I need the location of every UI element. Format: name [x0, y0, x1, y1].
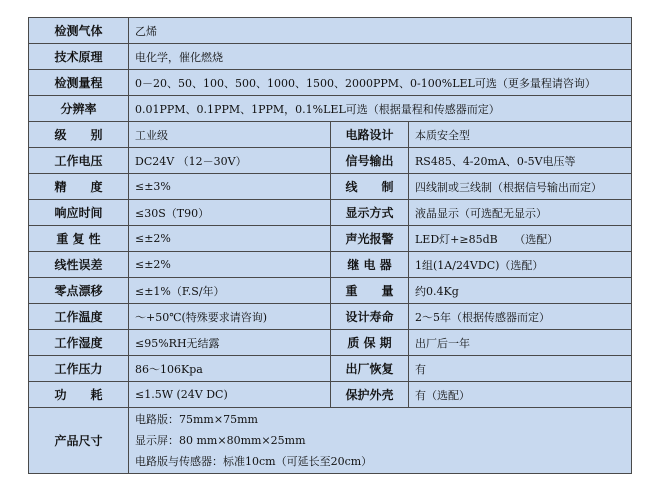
- row-label: 零点漂移: [29, 278, 129, 304]
- row-value: ≤±2%: [129, 226, 331, 252]
- table-row: [29, 408, 632, 474]
- row-value: ≤1.5W (24V DC): [129, 382, 331, 408]
- row-label: 重 量: [331, 278, 409, 304]
- row-value: 有（选配）: [409, 382, 632, 408]
- row-value: 0－20、50、100、500、1000、1500、2000PPM、0-100%LEL可选（更多量程请咨询）: [129, 70, 632, 96]
- row-label: 级 别: [29, 122, 129, 148]
- table-row: [29, 226, 632, 252]
- row-value: 工业级: [129, 122, 331, 148]
- row-value: RS485、4-20mA、0-5V电压等: [409, 148, 632, 174]
- row-label: 信号输出: [331, 148, 409, 174]
- table-row: [29, 148, 632, 174]
- row-value: 出厂后一年: [409, 330, 632, 356]
- table-row: [29, 278, 632, 304]
- row-value: 电化学，催化燃烧: [129, 44, 632, 70]
- row-label: 保护外壳: [331, 382, 409, 408]
- table-row: [29, 200, 632, 226]
- row-value: ≤±2%: [129, 252, 331, 278]
- row-label: 质 保 期: [331, 330, 409, 356]
- row-label: 工作电压: [29, 148, 129, 174]
- table-row: [29, 252, 632, 278]
- row-value: ≤±1%（F.S/年）: [129, 278, 331, 304]
- row-label: 重 复 性: [29, 226, 129, 252]
- row-value: 2～5年（根据传感器而定）: [409, 304, 632, 330]
- row-label: 检测气体: [29, 18, 129, 44]
- row-label: 功 耗: [29, 382, 129, 408]
- table-row: [29, 174, 632, 200]
- table-row: [29, 122, 632, 148]
- size-line: 显示屏：80 mm×80mm×25mm: [135, 434, 306, 447]
- row-value: 0.01PPM、0.1PPM、1PPM，0.1%LEL可选（根据量程和传感器而定）: [129, 96, 632, 122]
- row-value: 86～106Kpa: [129, 356, 331, 382]
- table-row: [29, 304, 632, 330]
- size-line: 电路版：75mm×75mm: [135, 413, 258, 426]
- row-label: 工作压力: [29, 356, 129, 382]
- row-label: 响应时间: [29, 200, 129, 226]
- size-values: [129, 408, 632, 474]
- row-value: 乙烯: [129, 18, 632, 44]
- row-value: 本质安全型: [409, 122, 632, 148]
- row-value: 四线制或三线制（根据信号输出而定）: [409, 174, 632, 200]
- row-label: 精 度: [29, 174, 129, 200]
- size-line: 电路版与传感器：标准10cm（可延长至20cm）: [135, 455, 373, 468]
- row-value: 有: [409, 356, 632, 382]
- table-row: [29, 96, 632, 122]
- table-row: [29, 18, 632, 44]
- spec-table: [28, 17, 632, 474]
- row-value: 1组(1A/24VDC)（选配）: [409, 252, 632, 278]
- row-label: 产品尺寸: [29, 408, 129, 474]
- table-row: [29, 44, 632, 70]
- row-label: 显示方式: [331, 200, 409, 226]
- row-value: ≤30S（T90）: [129, 200, 331, 226]
- table-row: [29, 356, 632, 382]
- row-value: 液晶显示（可选配无显示）: [409, 200, 632, 226]
- row-label: 技术原理: [29, 44, 129, 70]
- row-label: 出厂恢复: [331, 356, 409, 382]
- row-value: ≤±3%: [129, 174, 331, 200]
- row-value: LED灯+≥85dB （选配）: [409, 226, 632, 252]
- row-label: 声光报警: [331, 226, 409, 252]
- row-label: 线性误差: [29, 252, 129, 278]
- row-label: 分辨率: [29, 96, 129, 122]
- row-label: 检测量程: [29, 70, 129, 96]
- row-label: 设计寿命: [331, 304, 409, 330]
- table-row: [29, 382, 632, 408]
- row-value: ～+50℃(特殊要求请咨询): [129, 304, 331, 330]
- row-value: DC24V （12－30V）: [129, 148, 331, 174]
- row-label: 线 制: [331, 174, 409, 200]
- row-label: 工作湿度: [29, 330, 129, 356]
- table-row: [29, 330, 632, 356]
- row-label: 工作温度: [29, 304, 129, 330]
- table-row: [29, 70, 632, 96]
- row-label: 继 电 器: [331, 252, 409, 278]
- row-value: 约0.4Kg: [409, 278, 632, 304]
- row-value: ≤95%RH无结露: [129, 330, 331, 356]
- row-label: 电路设计: [331, 122, 409, 148]
